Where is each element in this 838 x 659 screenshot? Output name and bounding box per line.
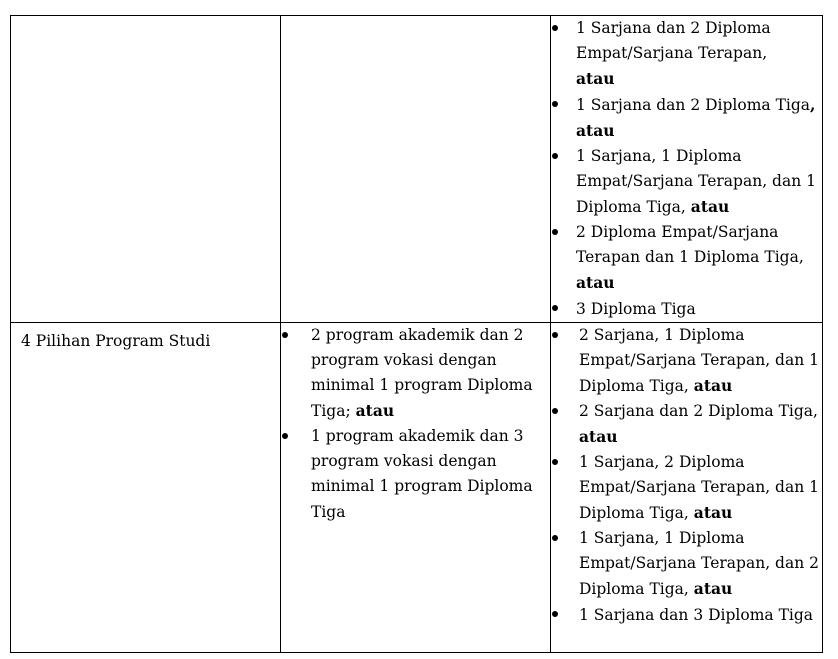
list-item: 1 Sarjana dan 2 Diploma Tiga, atau [551,92,822,144]
list-item: 2 Diploma Empat/Sarjana Terapan dan 1 Diploma Tiga, atau [551,220,822,296]
bullet-icon [551,399,559,424]
cell-combinations [551,16,823,323]
list-item: 1 Sarjana, 2 Diploma Empat/Sarjana Terapan, dan 1 Diploma Tiga, atau [551,450,822,526]
row-label: 4 Pilihan Program Studi [11,323,281,653]
combination-list [551,323,822,628]
bullet-icon [551,220,559,245]
list-item: 3 Diploma Tiga [551,296,822,322]
cell-category-empty [11,16,281,323]
bullet-icon [551,602,559,627]
bullet-icon [551,144,559,169]
program-requirement-list [281,323,550,525]
bullet-icon [551,16,559,41]
bullet-icon [551,526,559,551]
program-choice-table [10,15,823,653]
cell-program-empty [281,16,551,323]
list-item: 2 Sarjana dan 2 Diploma Tiga, atau [551,399,822,450]
list-item: 2 Sarjana, 1 Diploma Empat/Sarjana Terapan, dan 1 Diploma Tiga, atau [551,323,822,399]
list-item: 1 Sarjana, 1 Diploma Empat/Sarjana Terapan, dan 2 Diploma Tiga, atau [551,526,822,602]
table-row-four-choices [11,323,823,653]
list-item: 1 Sarjana dan 2 Diploma Empat/Sarjana Terapan, atau [551,16,822,92]
cell-program-requirements [281,323,551,653]
list-item: 1 Sarjana dan 3 Diploma Tiga [551,602,822,628]
table-row-continued [11,16,823,323]
list-item: 1 Sarjana, 1 Diploma Empat/Sarjana Terapan, dan 1 Diploma Tiga, atau [551,144,822,220]
bullet-icon [551,296,559,321]
bullet-icon [551,450,559,475]
bullet-icon [281,323,289,348]
cell-combinations [551,323,823,653]
combination-list [551,16,822,322]
list-item: 1 program akademik dan 3 program vokasi dengan minimal 1 program Diploma Tiga [281,424,550,525]
bullet-icon [281,424,289,449]
bullet-icon [551,323,559,348]
bullet-icon [551,92,559,117]
list-item: 2 program akademik dan 2 program vokasi dengan minimal 1 program Diploma Tiga; atau [281,323,550,424]
